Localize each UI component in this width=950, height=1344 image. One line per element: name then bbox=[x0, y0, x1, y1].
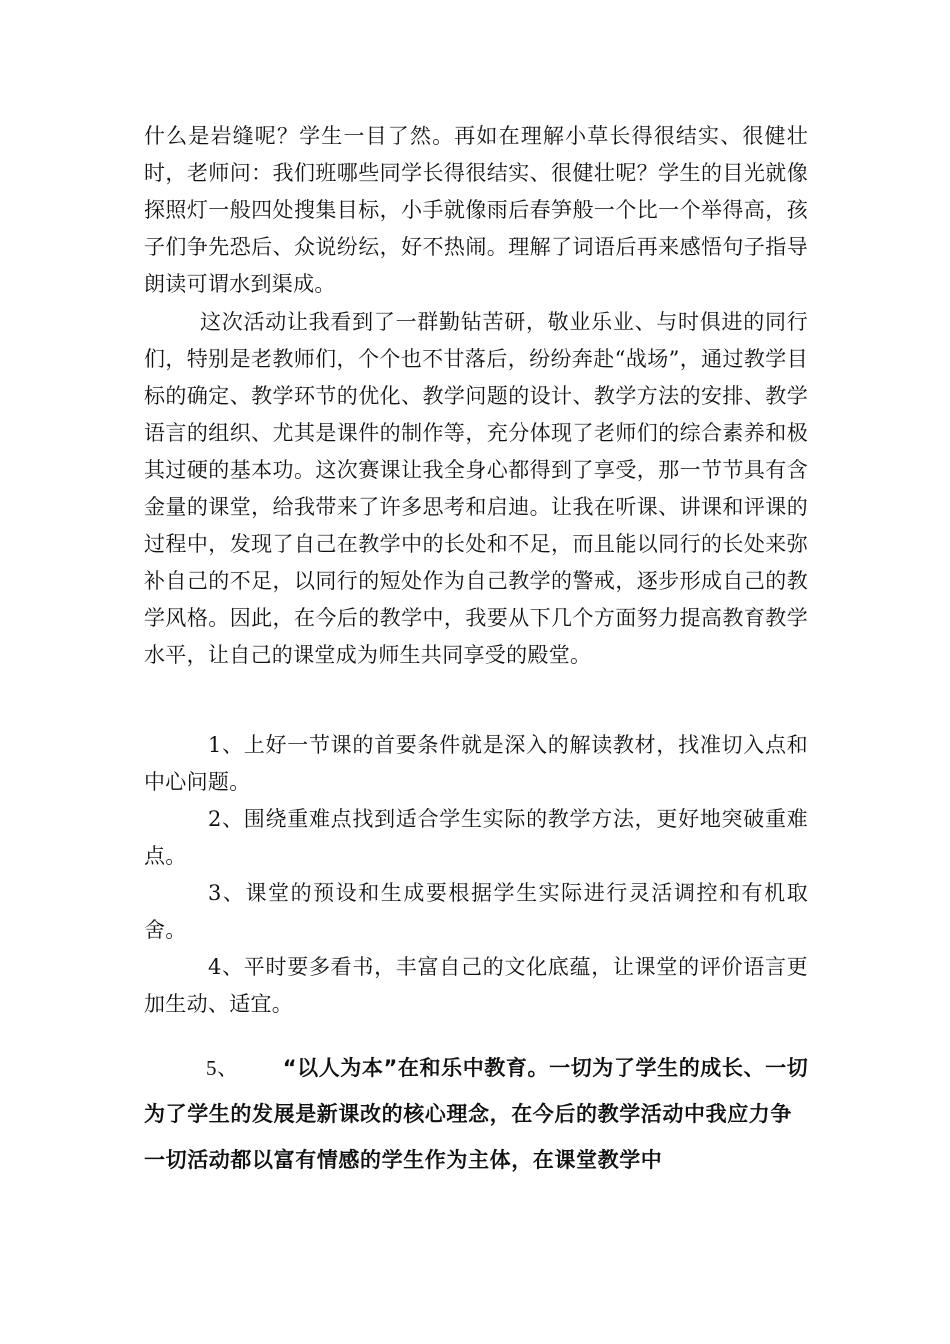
list-item-number: 1、 bbox=[208, 733, 244, 757]
list-item-number: 4、 bbox=[208, 955, 244, 979]
paragraph-2: 这次活动让我看到了一群勤钻苦研，敬业乐业、与时俱进的同行们，特别是老教师们，个个也不甘落后，纷纷奔赴“战场”，通过教学目标的确定、教学环节的优化、教学问题的设计、教学方法的安排、教学语言的组织、尤其是课件的制作等，充分体现了老师们的综合素养和极其过硬的基本功。这次赛课让我全身心都得到了享受，那一节节具有含金量的课堂，给我带来了许多思考和启迪。让我在听课、讲课和评课的过程中，发现了自己在教学中的长处和不足，而且能以同行的长处来弥补自己的不足，以同行的短处作为自己教学的警戒，逐步形成自己的教学风格。因此，在今后的教学中，我要从下几个方面努力提高教育教学水平，让自己的课堂成为师生共同享受的殿堂。 bbox=[144, 310, 808, 667]
list-item-text: 课堂的预设和生成要根据学生实际进行灵活调控和有机取舍。 bbox=[144, 881, 808, 942]
list-item-text: 上好一节课的首要条件就是深入的解读教材，找准切入点和中心问题。 bbox=[144, 733, 808, 794]
list-item-3 bbox=[144, 875, 808, 949]
list-item-number: 3、 bbox=[208, 881, 246, 905]
list-item-2 bbox=[144, 801, 808, 875]
list-item-text: 围绕重难点找到适合学生实际的教学方法，更好地突破重难点。 bbox=[144, 807, 808, 868]
list-item-text: “以人为本”在和乐中教育。一切为了学生的成长、一切为了学生的发展是新课改的核心理念，在今后的教学活动中我应力争一切活动都以富有情感的学生作为主体，在课堂教学中 bbox=[144, 1056, 809, 1172]
list-item-5 bbox=[144, 1045, 812, 1183]
list-item-number: 5、 bbox=[206, 1056, 239, 1080]
list-item-4 bbox=[144, 949, 808, 1023]
list-item-text: 平时要多看书，丰富自己的文化底蕴，让课堂的评价语言更加生动、适宜。 bbox=[144, 955, 808, 1016]
list-item-1 bbox=[144, 727, 808, 801]
list-item-number: 2、 bbox=[208, 807, 244, 831]
paragraph-1: 什么是岩缝呢？学生一目了然。再如在理解小草长得很结实、很健壮时，老师问：我们班哪些同学长得很结实、很健壮呢？学生的目光就像探照灯一般四处搜集目标，小手就像雨后春笋般一个比一个举得高，孩子们争先恐后、众说纷纭，好不热闹。理解了词语后再来感悟句子指导朗读可谓水到渠成。 bbox=[144, 124, 808, 296]
